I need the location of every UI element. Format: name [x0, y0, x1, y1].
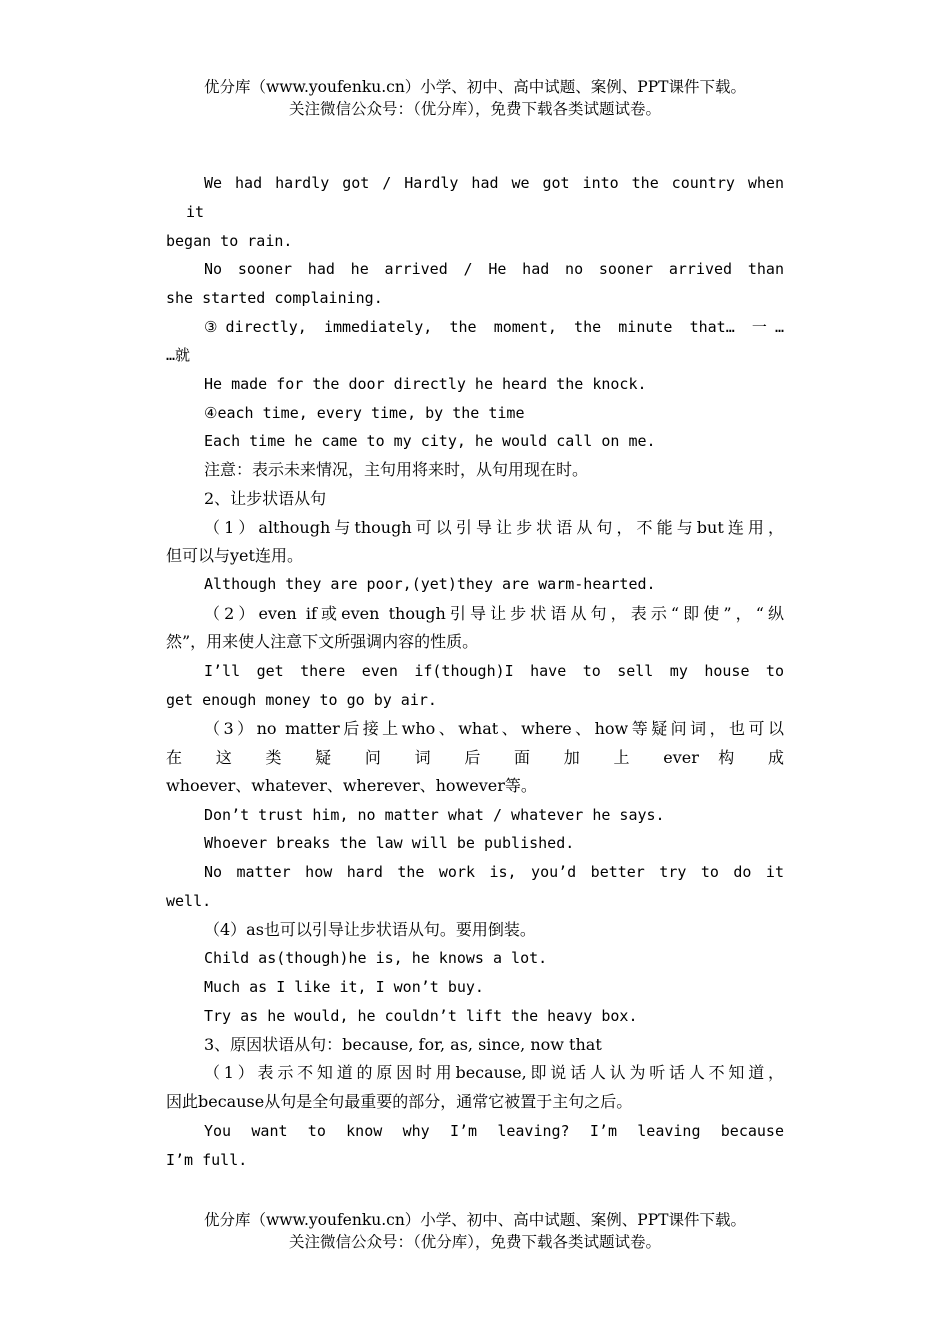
- body-line-5: she started complaining.: [166, 289, 383, 307]
- body-line-10: Each time he came to my city, he would call on me.: [204, 432, 656, 450]
- header-line-2: 关注微信公众号：（优分库），免费下载各类试题试卷。: [288, 100, 661, 118]
- section-heading-2: 2、让步状语从句: [204, 489, 327, 508]
- body-line-9: ④each time, every time, by the time: [204, 404, 525, 422]
- body-line-13: （1）although与though可以引导让步状语从句，不能与but连用，: [204, 518, 784, 537]
- footer-line-1: 优分库（www.youfenku.cn）小学、初中、高中试题、案例、PPT课件下载。: [203, 1211, 747, 1229]
- body-line-26: well.: [166, 892, 212, 910]
- body-line-30: Try as he would, he couldn’t lift the heavy box.: [204, 1007, 638, 1025]
- body-line-4: No sooner had he arrived / He had no sooner arrived than: [204, 260, 784, 278]
- page-header: [0, 76, 950, 120]
- page-footer: [0, 1209, 950, 1253]
- body-line-28: Child as(though)he is, he knows a lot.: [204, 949, 548, 967]
- body-line-33: 因此because从句是全句最重要的部分，通常它被置于主句之后。: [166, 1092, 633, 1111]
- body-line-24: Whoever breaks the law will be published.: [204, 834, 575, 852]
- body-line-14: 但可以与yet连用。: [166, 546, 303, 565]
- body-line-35: I’m full.: [166, 1151, 248, 1169]
- footer-line-2: 关注微信公众号：（优分库），免费下载各类试题试卷。: [288, 1233, 661, 1251]
- body-line-21: 在 这 类 疑 问 词 后 面 加 上 ever 构 成: [166, 748, 784, 767]
- body-line-34: You want to know why I’m leaving? I’m leaving because: [204, 1122, 784, 1140]
- body-line-1: We had hardly got / Hardly had we got into the country when: [204, 174, 784, 192]
- body-line-2: it: [186, 203, 205, 221]
- header-line-1: 优分库（www.youfenku.cn）小学、初中、高中试题、案例、PPT课件下载。: [203, 78, 747, 96]
- body-line-22: whoever、whatever、wherever、however等。: [166, 776, 537, 795]
- body-line-8: He made for the door directly he heard the knock.: [204, 375, 647, 393]
- body-line-15: Although they are poor,(yet)they are warm-hearted.: [204, 575, 656, 593]
- body-line-18: I’ll get there even if(though)I have to sell my house to: [204, 662, 784, 680]
- body-line-32: （1）表示不知道的原因时用because,即说话人认为听话人不知道，: [204, 1063, 784, 1082]
- body-line-23: Don’t trust him, no matter what / whatever he says.: [204, 806, 665, 824]
- body-line-27: （4）as也可以引导让步状语从句。要用倒装。: [204, 920, 536, 939]
- body-line-19: get enough money to go by air.: [166, 691, 437, 709]
- body-line-29: Much as I like it, I won’t buy.: [204, 978, 484, 996]
- body-line-3: began to rain.: [166, 232, 293, 250]
- body-line-11: 注意：表示未来情况，主句用将来时，从句用现在时。: [204, 460, 589, 479]
- body-line-6: ③directly, immediately, the moment, the minute that… 一…: [204, 318, 784, 336]
- section-heading-3: 3、原因状语从句：because, for, as, since, now that: [204, 1035, 602, 1054]
- body-line-16: （2）even if或even though引导让步状语从句，表示“即使”，“纵: [204, 604, 784, 623]
- body-line-20: （3）no matter后接上who、what、where、how等疑问词，也可以: [204, 719, 784, 738]
- body-line-25: No matter how hard the work is, you’d better try to do it: [204, 863, 784, 881]
- body-line-17: 然”，用来使人注意下文所强调内容的性质。: [166, 632, 479, 651]
- body-line-7: …就: [166, 346, 191, 364]
